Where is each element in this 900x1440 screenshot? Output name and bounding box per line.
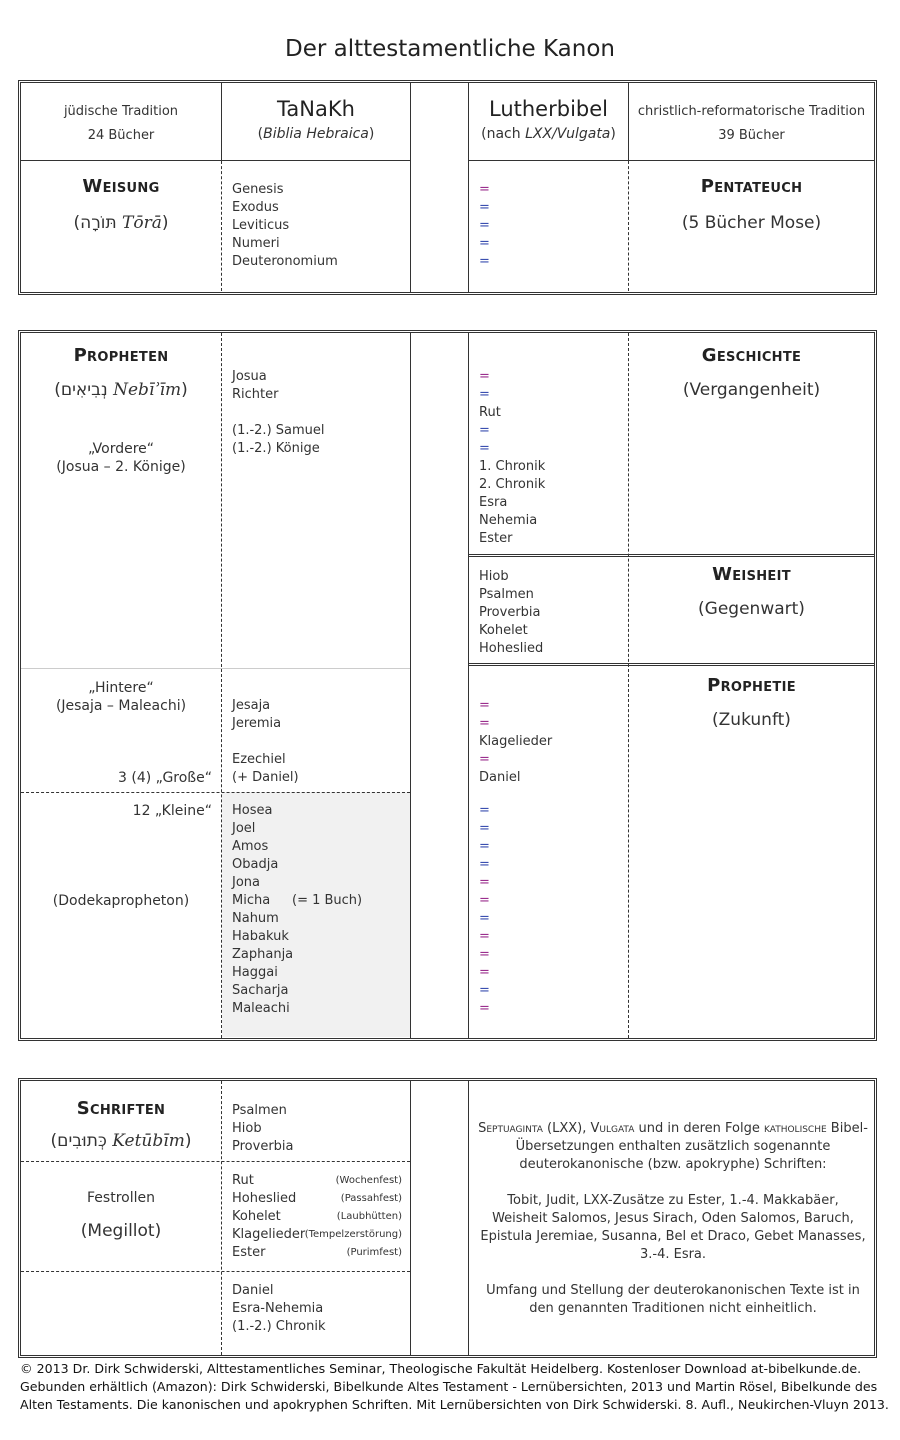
list-item: = — [479, 236, 490, 251]
hintere-label: „Hintere“ — [88, 680, 154, 696]
deuterocanonical-note — [478, 1120, 868, 1318]
geschichte-subtitle: (Vergangenheit) — [682, 380, 821, 400]
rest-book-list — [232, 1282, 325, 1336]
tanakh-title: TaNaKh — [277, 97, 355, 121]
list-item: Maleachi — [232, 1001, 290, 1016]
list-item: Micha — [232, 893, 271, 908]
note-paragraph-2: Tobit, Judit, LXX-Zusätze zu Ester, 1.-4. Makkabäer, Weisheit Salomos, Jesus Sirach, Oden Salomos, Baruch, Epistula Jeremiae, Susanna, Bel et Draco, Gebet Manasses, 3.-4. Esra. — [480, 1193, 866, 1262]
footer — [20, 1360, 890, 1414]
list-item: Ester (Purimfest) — [232, 1245, 402, 1260]
list-item: Richter — [232, 387, 279, 402]
list-item: Numeri — [232, 236, 280, 251]
list-item: Nehemia — [479, 513, 538, 528]
list-item: Joel — [232, 821, 256, 836]
list-item: Kohelet — [479, 623, 528, 638]
schriften-book-list — [232, 1102, 294, 1156]
list-item: Hoheslied — [479, 641, 544, 656]
list-item: Genesis — [232, 182, 284, 197]
one-book-note: (= 1 Buch) — [292, 893, 363, 908]
list-item: = — [479, 965, 490, 980]
list-item: Rut (Wochenfest) — [232, 1173, 402, 1188]
list-item: = — [479, 200, 490, 215]
list-item: = — [479, 893, 490, 908]
list-item: Hiob — [479, 569, 509, 584]
list-item: Zaphanja — [232, 947, 294, 962]
list-item: = — [479, 369, 490, 384]
list-item: Ester — [479, 531, 513, 546]
list-item: = — [479, 387, 490, 402]
list-item: (1.-2.) Könige — [232, 441, 320, 456]
list-item: = — [479, 752, 490, 767]
list-item: Obadja — [232, 857, 279, 872]
list-item: Leviticus — [232, 218, 290, 233]
list-item: Nahum — [232, 911, 279, 926]
weisheit-subtitle: (Gegenwart) — [698, 599, 805, 619]
pentateuch-subtitle: (5 Bücher Mose) — [681, 213, 822, 233]
weisung-book-list — [232, 181, 338, 271]
vordere-label: „Vordere“ — [87, 441, 155, 457]
festrollen-label: Festrollen — [87, 1190, 155, 1206]
list-item: Daniel — [232, 1283, 274, 1298]
list-item: Rut — [479, 405, 501, 420]
geschichte-luther-list — [479, 368, 545, 548]
grosse-label: 3 (4) „Große“ — [118, 770, 212, 786]
jewish-book-count: 24 Bücher — [87, 128, 155, 143]
schriften-heading: Schriften — [76, 1098, 166, 1119]
list-item: (1.-2.) Samuel — [232, 423, 325, 438]
list-item: = — [479, 716, 490, 731]
list-item: Psalmen — [479, 587, 534, 602]
list-item: Proverbia — [479, 605, 541, 620]
list-item: = — [479, 839, 490, 854]
list-item: Kohelet (Laubhütten) — [232, 1209, 402, 1224]
list-item: Psalmen — [232, 1103, 287, 1118]
kleine-label: 12 „Kleine“ — [132, 803, 212, 819]
list-item: Amos — [232, 839, 269, 854]
list-item: = — [479, 218, 490, 233]
grosse-book-list — [232, 697, 299, 787]
list-item: = — [479, 911, 490, 926]
note-paragraph-1: Septuaginta (LXX), Vulgata und in deren Folge katholische Bibel-Übersetzungen enthalten zusätzlich sogenannte deuterokanonische (bzw. apokryphe) Schriften: — [478, 1121, 868, 1172]
list-item: (+ Daniel) — [232, 770, 299, 785]
list-item: = — [479, 182, 490, 197]
christian-tradition-label: christlich-reformatorische Tradition — [637, 104, 866, 119]
list-item: Hosea — [232, 803, 273, 818]
list-item: = — [479, 254, 490, 269]
weisung-heading: Weisung — [82, 176, 160, 197]
schriften-hebrew: (כְּתוּבִים Ketūbīm) — [50, 1131, 192, 1151]
luther-subtitle: (nach LXX/Vulgata) — [481, 126, 616, 142]
list-item: = — [479, 947, 490, 962]
pentateuch-heading: Pentateuch — [700, 176, 803, 197]
dodekapropheton-label: (Dodekapropheton) — [52, 893, 190, 909]
list-item: Sacharja — [232, 983, 289, 998]
list-item: 2. Chronik — [479, 477, 546, 492]
list-item: Klagelieder (Tempelzerstörung) — [232, 1227, 402, 1242]
prophetie-major-luther-list — [479, 697, 552, 787]
prophetie-heading: Prophetie — [707, 675, 796, 696]
list-item: Daniel — [479, 770, 521, 785]
weisheit-heading: Weisheit — [712, 564, 791, 585]
propheten-heading: Propheten — [73, 345, 169, 366]
list-item: Haggai — [232, 965, 278, 980]
tanakh-subtitle: (Biblia Hebraica) — [257, 126, 375, 142]
list-item: = — [479, 423, 490, 438]
list-item: Jeremia — [232, 716, 282, 731]
list-item: = — [479, 875, 490, 890]
list-item: Hiob — [232, 1121, 262, 1136]
list-item: Klagelieder — [479, 734, 553, 749]
prophetie-minor-luther-list — [479, 802, 490, 1018]
list-item: Hoheslied (Passahfest) — [232, 1191, 402, 1206]
festrollen-book-list — [232, 1172, 402, 1262]
list-item: = — [479, 857, 490, 872]
list-item: = — [479, 441, 490, 456]
footer-reference: Gebunden erhältlich (Amazon): Dirk Schwiderski, Bibelkunde Altes Testament - Lernübersichten, 2013 und Martin Rösel, Bibelkunde des Alten Testaments. Die kanonischen und apokryphen Schriften. Mit Lernübersichten von Dirk Schwiderski. 8. Aufl., Neukirchen-Vluyn 2013. — [20, 1379, 889, 1412]
list-item: = — [479, 821, 490, 836]
luther-title: Lutherbibel — [489, 97, 608, 121]
kleine-book-list — [232, 802, 293, 1018]
weisheit-luther-list — [479, 568, 543, 658]
list-item: = — [479, 698, 490, 713]
list-item: Jona — [232, 875, 260, 890]
megillot-label: (Megillot) — [80, 1221, 162, 1241]
list-item: 1. Chronik — [479, 459, 546, 474]
list-item: Josua — [232, 369, 267, 384]
list-item: = — [479, 983, 490, 998]
christian-book-count: 39 Bücher — [718, 128, 785, 143]
vordere-range: (Josua – 2. Könige) — [56, 459, 186, 475]
propheten-hebrew: (נְבִיאִים Nebīʾīm) — [54, 380, 188, 400]
footer-copyright: © 2013 Dr. Dirk Schwiderski, Alttestamentliches Seminar, Theologische Fakultät Heidelberg. Kostenloser Download at-bibelkunde.de. — [20, 1361, 862, 1376]
page-title: Der alttestamentliche Kanon — [284, 36, 615, 62]
list-item: = — [479, 929, 490, 944]
jewish-tradition-label: jüdische Tradition — [63, 104, 179, 119]
hintere-range: (Jesaja – Maleachi) — [55, 698, 187, 714]
list-item: Esra-Nehemia — [232, 1301, 324, 1316]
note-paragraph-3: Umfang und Stellung der deuterokanonischen Texte ist in den genannten Traditionen nicht einheitlich. — [486, 1283, 860, 1316]
list-item: = — [479, 803, 490, 818]
list-item: Deuteronomium — [232, 254, 338, 269]
weisung-hebrew: (תּוֹרָה Tōrā) — [73, 213, 169, 233]
list-item: Esra — [479, 495, 508, 510]
list-item: Proverbia — [232, 1139, 294, 1154]
weisung-luther-list — [479, 181, 490, 271]
prophetie-subtitle: (Zukunft) — [712, 710, 791, 730]
list-item: Jesaja — [232, 698, 271, 713]
list-item: Ezechiel — [232, 752, 286, 767]
list-item: = — [479, 1001, 490, 1016]
list-item: Exodus — [232, 200, 279, 215]
vordere-book-list — [232, 368, 325, 458]
geschichte-heading: Geschichte — [701, 345, 802, 366]
list-item: (1.-2.) Chronik — [232, 1319, 326, 1334]
list-item: Habakuk — [232, 929, 289, 944]
